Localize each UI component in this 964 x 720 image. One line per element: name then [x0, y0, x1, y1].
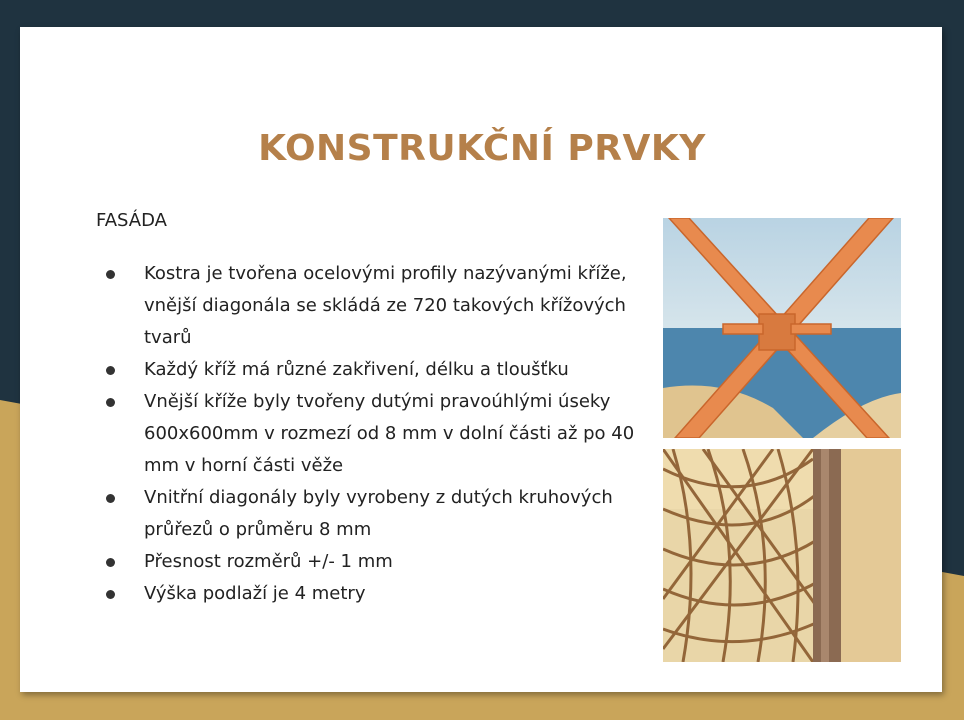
bullet-icon — [106, 494, 115, 503]
bullet-icon — [106, 366, 115, 375]
section-heading: FASÁDA — [96, 210, 167, 231]
lattice-structure-photo — [663, 449, 901, 662]
background-gold-bottom — [0, 690, 964, 720]
bullet-text: Kostra je tvořena ocelovými profily nazývanými kříže, vnější diagonála se skládá ze 720 takových křížových tvarů — [144, 263, 627, 348]
bullet-text: Každý kříž má různé zakřivení, délku a tloušťku — [144, 359, 569, 380]
list-item — [96, 482, 656, 546]
bullet-icon — [106, 398, 115, 407]
list-item — [96, 354, 656, 386]
bullet-text: Vnitřní diagonály byly vyrobeny z dutých kruhových průřezů o průměru 8 mm — [144, 487, 613, 540]
bullet-icon — [106, 558, 115, 567]
list-item — [96, 578, 656, 610]
bullet-text: Přesnost rozměrů +/- 1 mm — [144, 551, 393, 572]
list-item — [96, 386, 656, 482]
bullet-text: Vnější kříže byly tvořeny dutými pravoúhlými úseky 600x600mm v rozmezí od 8 mm v dolní části až po 40 mm v horní části věže — [144, 391, 635, 476]
list-item — [96, 258, 656, 354]
list-item — [96, 546, 656, 578]
bullet-list — [96, 258, 656, 610]
bullet-icon — [106, 270, 115, 279]
slide-title: KONSTRUKČNÍ PRVKY — [258, 128, 706, 169]
bullet-text: Výška podlaží je 4 metry — [144, 583, 366, 604]
bullet-icon — [106, 590, 115, 599]
steel-cross-photo — [663, 218, 901, 438]
